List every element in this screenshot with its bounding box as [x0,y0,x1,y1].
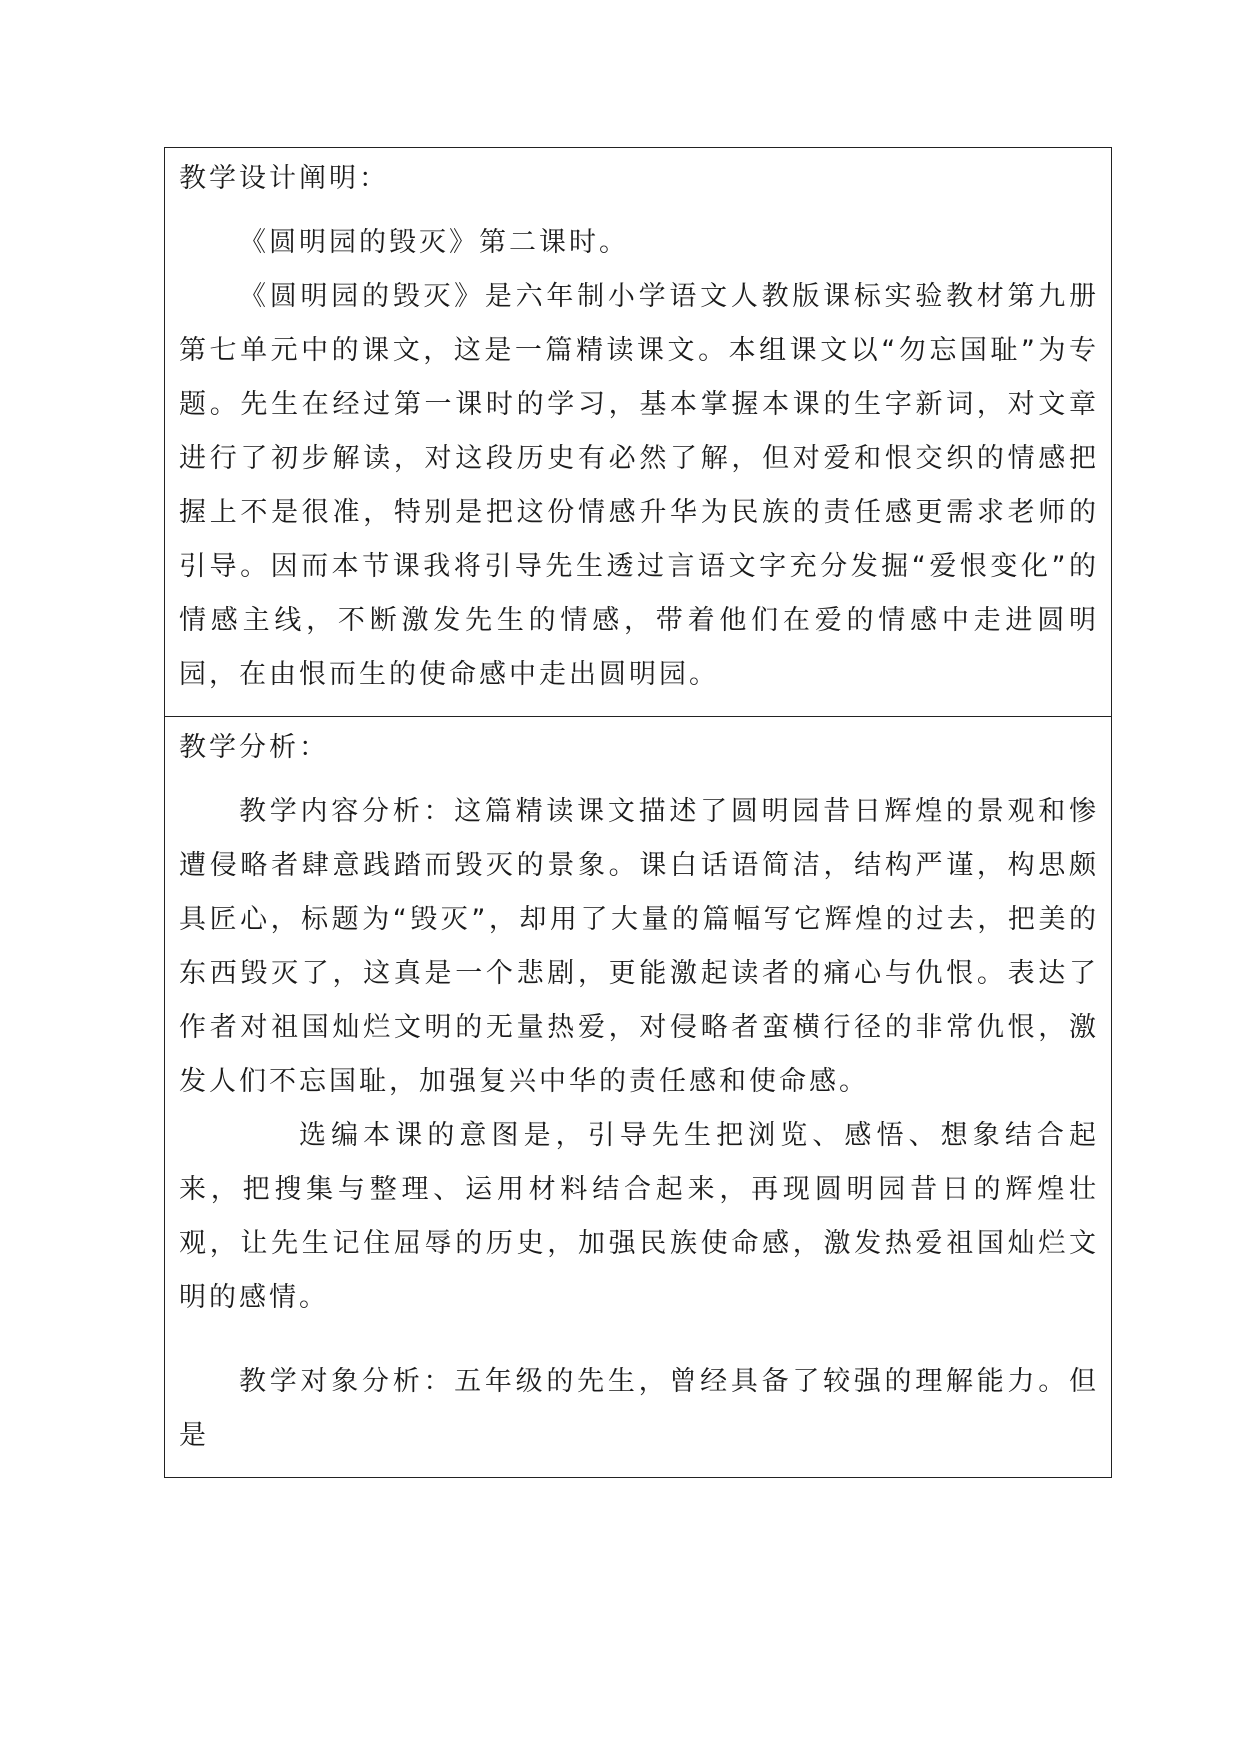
paragraph: 《圆明园的毁灭》是六年制小学语文人教版课标实验教材第九册第七单元中的课文，这是一篇精读课文。本组课文以“勿忘国耻”为专题。先生在经过第一课时的学习，基本掌握本课的生字新词，对文章进行了初步解读，对这段历史有必然了解，但对爱和恨交织的情感把握上不是很准，特别是把这份情感升华为民族的责任感更需求老师的引导。因而本节课我将引导先生透过言语文字充分发掘“爱恨变化”的情感主线，不断激发先生的情感，带着他们在爱的情感中走进圆明园，在由恨而生的使命感中走出圆明园。 [179,281,1099,690]
table-row [165,148,1112,717]
paragraph: 教学对象分析：五年级的先生，曾经具备了较强的理解能力。但是 [179,1366,1099,1451]
section-heading: 教学分析： [179,732,329,763]
spacer [179,1325,1099,1355]
design-explanation-cell [165,148,1112,717]
teaching-analysis-cell [165,717,1112,1478]
paragraph: 选编本课的意图是，引导先生把浏览、感悟、想象结合起来，把搜集与整理、运用材料结合起来，再现圆明园昔日的辉煌壮观，让先生记住屈辱的历史，加强民族使命感，激发热爱祖国灿烂文明的感情。 [179,1120,1099,1313]
paragraph: 教学内容分析：这篇精读课文描述了圆明园昔日辉煌的景观和惨遭侵略者肆意践踏而毁灭的景象。课白话语简洁，结构严谨，构思颇具匠心，标题为“毁灭”，却用了大量的篇幅写它辉煌的过去，把美的东西毁灭了，这真是一个悲剧，更能激起读者的痛心与仇恨。表达了作者对祖国灿烂文明的无量热爱，对侵略者蛮横行径的非常仇恨，激发人们不忘国耻，加强复兴中华的责任感和使命感。 [179,796,1099,1097]
paragraph: 《圆明园的毁灭》第二课时。 [239,227,629,258]
lesson-design-table [164,147,1112,1478]
section-heading: 教学设计阐明： [179,163,389,194]
table-row [165,717,1112,1478]
